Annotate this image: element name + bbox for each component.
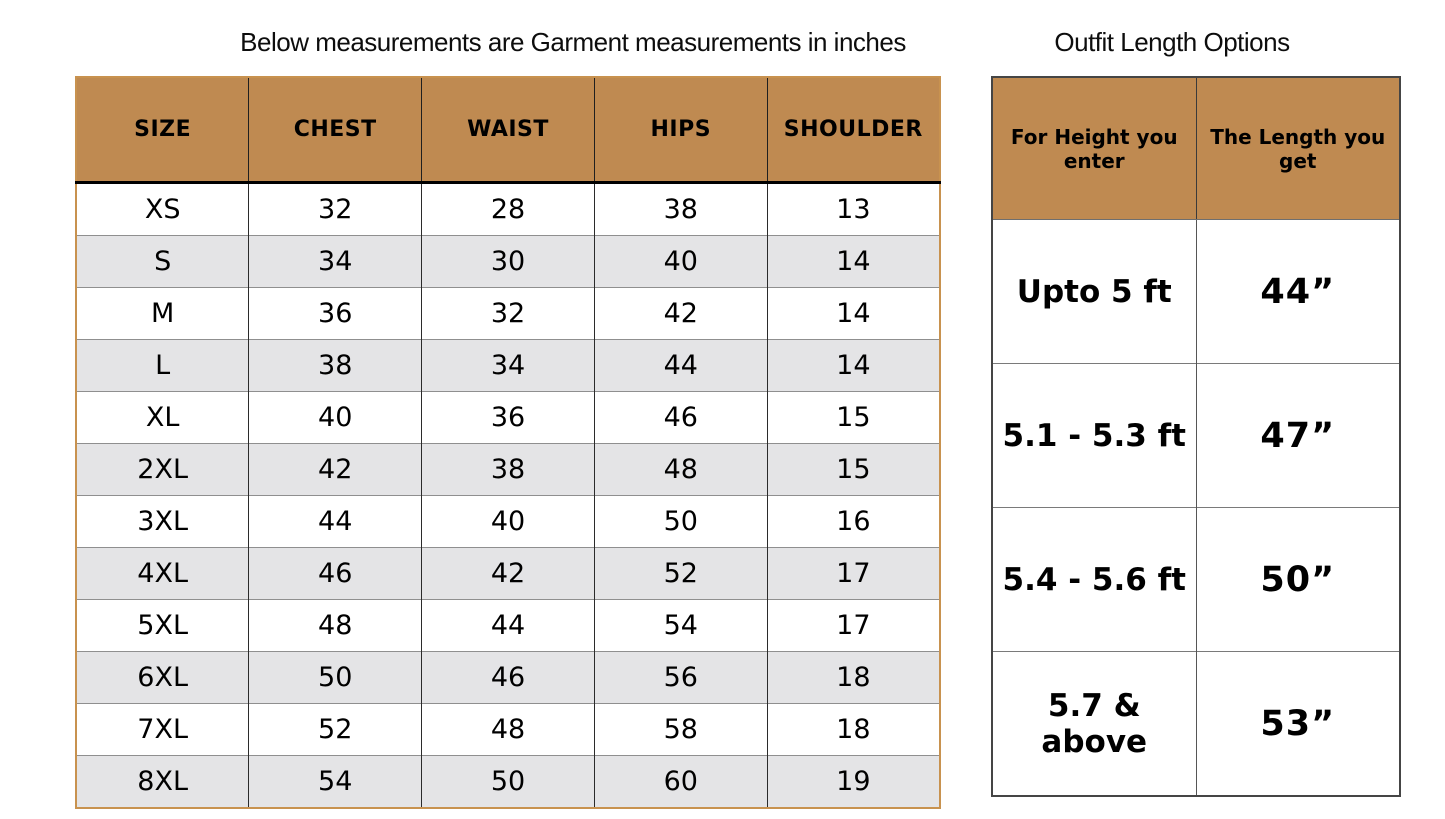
table-row — [76, 444, 940, 496]
table-cell: 17 — [767, 548, 940, 600]
table-row — [76, 756, 940, 809]
table-cell: 4XL — [76, 548, 249, 600]
table-cell: 46 — [422, 652, 595, 704]
outfit-length-table — [991, 76, 1401, 797]
table-cell: 46 — [594, 392, 767, 444]
outfit-length-table-body — [992, 220, 1400, 797]
table-cell: S — [76, 236, 249, 288]
table-cell: XS — [76, 183, 249, 236]
table-row — [76, 183, 940, 236]
column-header-shoulder: SHOULDER — [767, 77, 940, 183]
table-cell: 54 — [249, 756, 422, 809]
table-cell: 5.4 - 5.6 ft — [992, 508, 1196, 652]
table-cell: 3XL — [76, 496, 249, 548]
table-cell: 48 — [249, 600, 422, 652]
column-header-chest: CHEST — [249, 77, 422, 183]
garment-header-row — [76, 77, 940, 183]
table-row — [76, 496, 940, 548]
table-cell: 32 — [249, 183, 422, 236]
table-cell: 18 — [767, 704, 940, 756]
table-cell: 36 — [249, 288, 422, 340]
column-header-height-you-enter: For Height you enter — [992, 77, 1196, 220]
table-cell: 17 — [767, 600, 940, 652]
table-cell: 46 — [249, 548, 422, 600]
table-cell: 36 — [422, 392, 595, 444]
table-row — [76, 652, 940, 704]
table-cell: 16 — [767, 496, 940, 548]
column-header-hips: HIPS — [594, 77, 767, 183]
table-cell: 14 — [767, 288, 940, 340]
table-cell: 14 — [767, 340, 940, 392]
table-row — [76, 236, 940, 288]
table-cell: M — [76, 288, 249, 340]
table-row — [992, 364, 1400, 508]
garment-table-header — [76, 77, 940, 183]
table-cell: 60 — [594, 756, 767, 809]
table-cell: 44 — [422, 600, 595, 652]
table-cell: 40 — [594, 236, 767, 288]
table-cell: 2XL — [76, 444, 249, 496]
table-cell: 34 — [249, 236, 422, 288]
table-cell: 42 — [422, 548, 595, 600]
table-cell: 38 — [249, 340, 422, 392]
table-cell: 48 — [594, 444, 767, 496]
table-cell: 40 — [422, 496, 595, 548]
table-cell: 15 — [767, 392, 940, 444]
table-cell: 38 — [594, 183, 767, 236]
table-cell: 5.7 & above — [992, 652, 1196, 797]
table-row — [76, 704, 940, 756]
table-cell: 13 — [767, 183, 940, 236]
table-cell: 18 — [767, 652, 940, 704]
table-cell: 7XL — [76, 704, 249, 756]
table-cell: 5XL — [76, 600, 249, 652]
table-row — [76, 600, 940, 652]
outfit-length-header-row — [992, 77, 1400, 220]
table-cell: 53” — [1196, 652, 1400, 797]
table-cell: 58 — [594, 704, 767, 756]
table-cell: 48 — [422, 704, 595, 756]
table-cell: 8XL — [76, 756, 249, 809]
column-header-length-you-get: The Length you get — [1196, 77, 1400, 220]
table-cell: 44 — [594, 340, 767, 392]
garment-table-body — [76, 183, 940, 809]
table-row — [76, 392, 940, 444]
table-cell: 47” — [1196, 364, 1400, 508]
table-cell: 30 — [422, 236, 595, 288]
table-cell: 5.1 - 5.3 ft — [992, 364, 1196, 508]
table-cell: Upto 5 ft — [992, 220, 1196, 364]
garment-table-title: Below measurements are Garment measurements in inches — [240, 27, 906, 57]
table-cell: 40 — [249, 392, 422, 444]
column-header-size: SIZE — [76, 77, 249, 183]
outfit-length-header — [992, 77, 1400, 220]
table-row — [992, 508, 1400, 652]
outfit-length-title: Outfit Length Options — [1054, 27, 1290, 57]
table-row — [76, 548, 940, 600]
table-cell: 50 — [594, 496, 767, 548]
table-cell: 50” — [1196, 508, 1400, 652]
table-cell: 50 — [249, 652, 422, 704]
garment-measurements-table — [75, 76, 941, 809]
table-cell: XL — [76, 392, 249, 444]
table-cell: 15 — [767, 444, 940, 496]
table-cell: 52 — [594, 548, 767, 600]
table-cell: 28 — [422, 183, 595, 236]
column-header-waist: WAIST — [422, 77, 595, 183]
table-cell: 42 — [249, 444, 422, 496]
table-cell: 14 — [767, 236, 940, 288]
table-row — [76, 288, 940, 340]
table-cell: 56 — [594, 652, 767, 704]
table-row — [76, 340, 940, 392]
table-cell: 34 — [422, 340, 595, 392]
table-cell: 44” — [1196, 220, 1400, 364]
table-cell: 42 — [594, 288, 767, 340]
table-cell: 6XL — [76, 652, 249, 704]
table-row — [992, 220, 1400, 364]
table-cell: 19 — [767, 756, 940, 809]
table-cell: 54 — [594, 600, 767, 652]
table-cell: 44 — [249, 496, 422, 548]
table-cell: L — [76, 340, 249, 392]
table-cell: 32 — [422, 288, 595, 340]
table-cell: 52 — [249, 704, 422, 756]
table-cell: 50 — [422, 756, 595, 809]
table-cell: 38 — [422, 444, 595, 496]
table-row — [992, 652, 1400, 797]
